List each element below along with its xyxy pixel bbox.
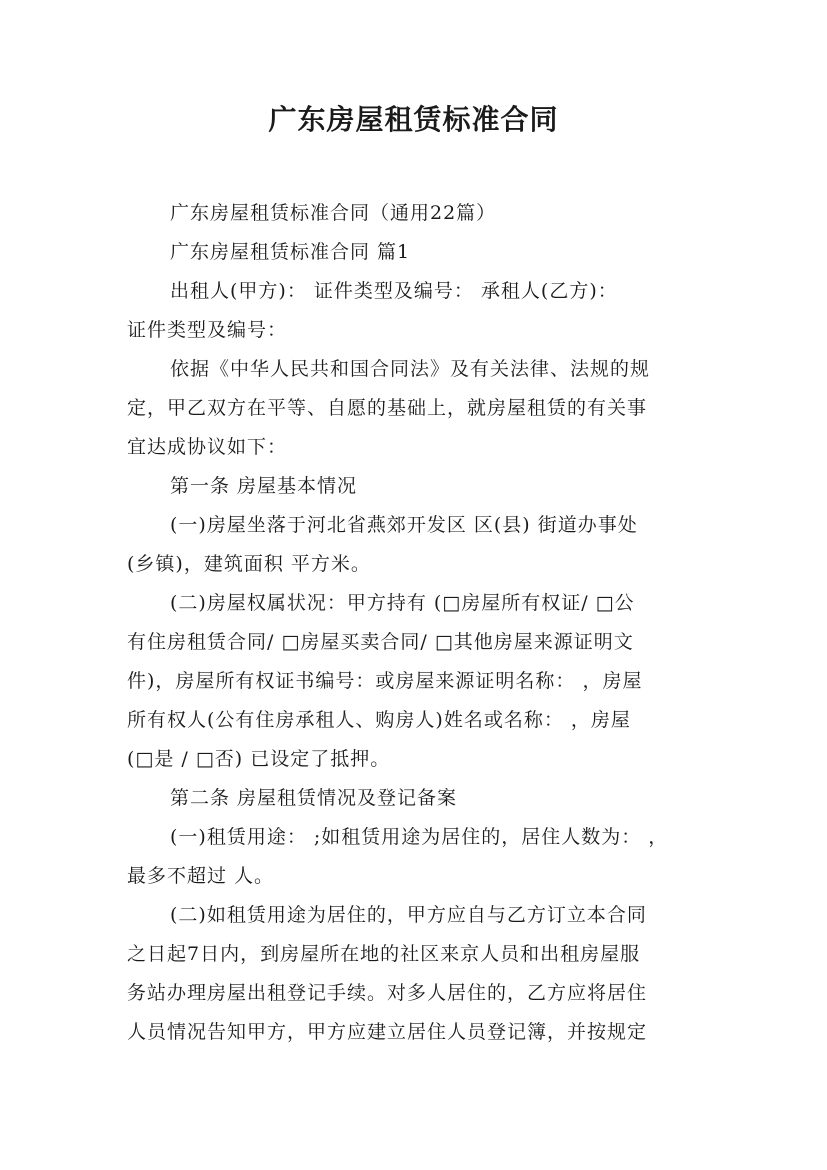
document-subtitle: 广东房屋租赁标准合同（通用22篇） (170, 202, 497, 224)
paragraph-line: (二)房屋权属状况：甲方持有 (□房屋所有权证/ □公 (170, 592, 635, 614)
paragraph-line: 最多不超过 人。 (127, 865, 275, 887)
paragraph-line: 依据《中华人民共和国合同法》及有关法律、法规的规 (170, 358, 651, 380)
paragraph-line: 定，甲乙双方在平等、自愿的基础上，就房屋租赁的有关事 (127, 397, 648, 419)
article-heading: 第一条 房屋基本情况 (170, 475, 358, 497)
paragraph-line: 件)，房屋所有权证书编号：或房屋来源证明名称： ，房屋 (127, 670, 643, 692)
paragraph-line: 所有权人(公有住房承租人、购房人)姓名或名称： ，房屋 (127, 709, 631, 731)
paragraph-line: 出租人(甲方)： 证件类型及编号： 承租人(乙方)： (170, 280, 618, 302)
paragraph-line: 宜达成协议如下： (127, 436, 288, 458)
paragraph-line: (一)租赁用途： ;如租赁用途为居住的，居住人数为： ， (170, 826, 669, 848)
paragraph-line: 证件类型及编号： (127, 319, 288, 341)
paragraph-line: (二)如租赁用途为居住的，甲方应自与乙方订立本合同 (170, 904, 647, 926)
document-title: 广东房屋租赁标准合同 (268, 103, 559, 136)
paragraph-line: 之日起7日内，到房屋所在地的社区来京人员和出租房屋服 (127, 943, 641, 965)
paragraph-line: 务站办理房屋出租登记手续。对多人居住的，乙方应将居住 (127, 982, 648, 1004)
paragraph-line: (一)房屋坐落于河北省燕郊开发区 区(县) 街道办事处 (170, 514, 638, 536)
paragraph-line: (□是 / □否) 已设定了抵押。 (127, 748, 391, 770)
paragraph-line: 有住房租赁合同/ □房屋买卖合同/ □其他房屋来源证明文 (127, 631, 634, 653)
article-heading: 第二条 房屋租赁情况及登记备案 (170, 787, 458, 809)
section-heading: 广东房屋租赁标准合同 篇1 (170, 241, 411, 263)
paragraph-line: (乡镇)，建筑面积 平方米。 (127, 553, 371, 575)
paragraph-line: 人员情况告知甲方，甲方应建立居住人员登记簿，并按规定 (127, 1021, 648, 1043)
